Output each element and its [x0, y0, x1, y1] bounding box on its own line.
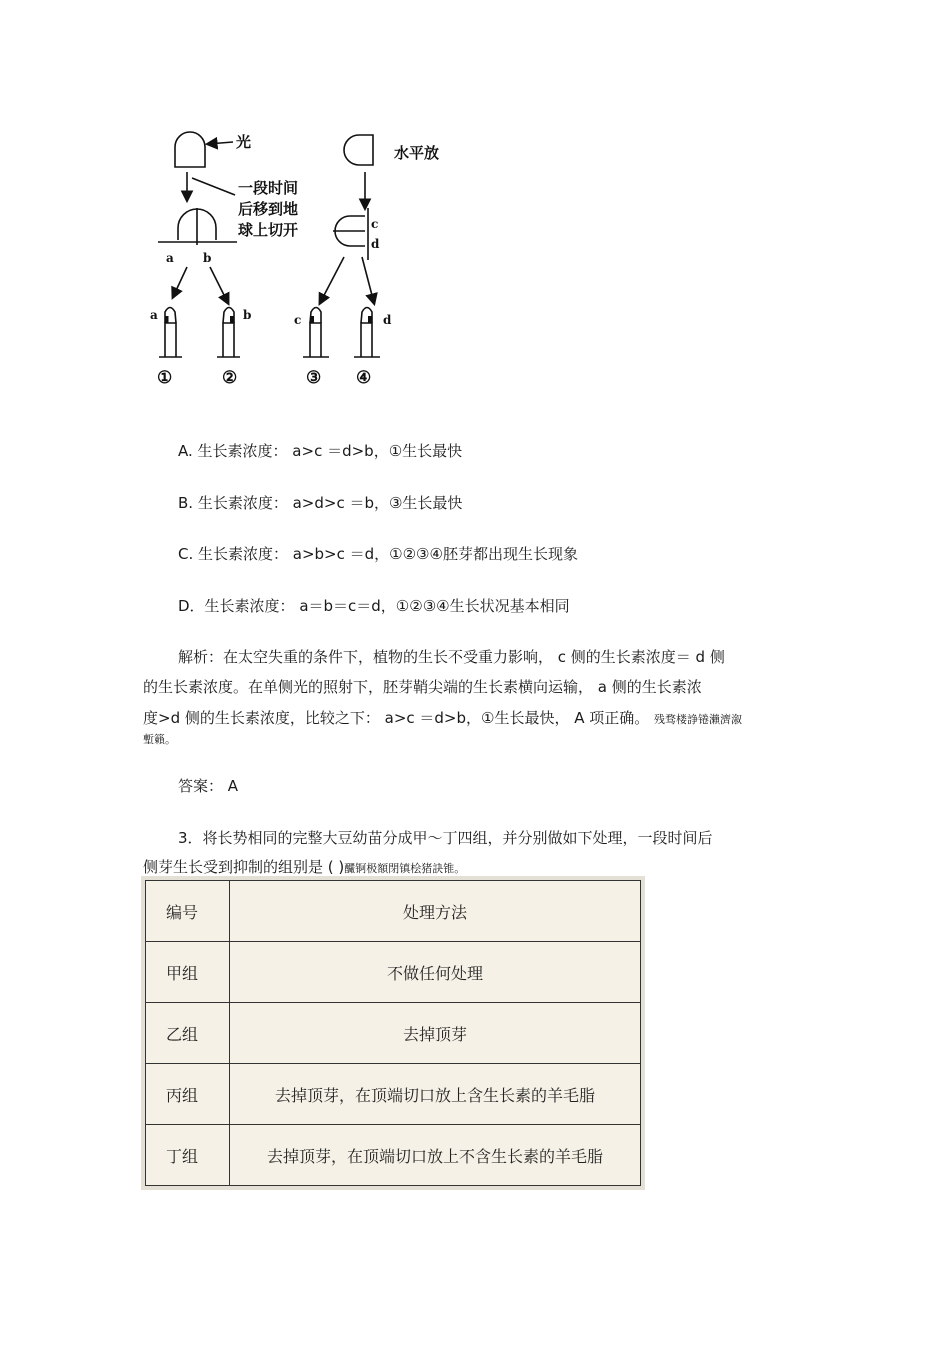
row-group: 丙组 [146, 1064, 230, 1125]
header-method: 处理方法 [230, 881, 641, 942]
label-light: 光 [236, 133, 252, 151]
letter-d-seedling: d [383, 313, 392, 327]
table-row [146, 942, 641, 1003]
letter-a-top: a [166, 251, 174, 265]
question-3-line-2-text: 侧芽生长受到抑制的组别是 ( ) [143, 858, 345, 876]
analysis-noise-1: 残骛楼諍锩瀨濟溆 [654, 713, 743, 726]
answer: 答案： A [178, 777, 239, 795]
question-3-line-1: 3．将长势相同的完整大豆幼苗分成甲～丁四组，并分别做如下处理，一段时间后 [178, 829, 713, 847]
table-row [146, 1003, 641, 1064]
tip-light-shape [175, 132, 205, 167]
row-method: 去掉顶芽，在顶端切口放上不含生长素的羊毛脂 [230, 1125, 641, 1186]
option-c: C. 生长素浓度： a>b>c ＝d，①②③④胚芽都出现生长现象 [178, 545, 578, 563]
table-row [146, 1125, 641, 1186]
seedling-1 [159, 308, 182, 358]
question-3-noise: 釅锕极額閉镇桧猪訣锥。 [344, 862, 466, 875]
row-method: 去掉顶芽，在顶端切口放上含生长素的羊毛脂 [230, 1064, 641, 1125]
letter-c-top: c [371, 217, 379, 231]
table-header-row [146, 881, 641, 942]
number-3: ③ [306, 368, 322, 388]
row-group: 甲组 [146, 942, 230, 1003]
letter-a-seedling: a [150, 308, 158, 322]
letter-b-seedling: b [243, 308, 252, 322]
number-1: ① [157, 368, 173, 388]
analysis-line-2: 的生长素浓度。在单侧光的照射下，胚芽鞘尖端的生长素横向运输， a 侧的生长素浓 [143, 678, 702, 696]
experiment-diagram [140, 120, 460, 395]
header-id: 编号 [146, 881, 230, 942]
option-b: B. 生长素浓度： a>d>c ＝b，③生长最快 [178, 494, 463, 512]
seedling-3 [303, 308, 329, 358]
number-4: ④ [356, 368, 372, 388]
row-group: 乙组 [146, 1003, 230, 1064]
option-d: D．生长素浓度： a＝b＝c＝d，①②③④生长状况基本相同 [178, 597, 570, 615]
light-arrow [208, 142, 233, 144]
table-row [146, 1064, 641, 1125]
letter-d-top: d [371, 237, 380, 251]
caption-line-1: 一段时间 [238, 179, 299, 197]
analysis-line-3 [143, 708, 742, 730]
caption-line-2: 后移到地 [238, 200, 299, 218]
analysis-noise-2: 塹籟。 [143, 733, 176, 746]
row-group: 丁组 [146, 1125, 230, 1186]
tip-horizontal-shape [344, 135, 373, 165]
row-method: 去掉顶芽 [230, 1003, 641, 1064]
seedling-4 [354, 308, 380, 358]
treatment-table [145, 880, 641, 1186]
number-2: ② [222, 368, 238, 388]
seedling-2 [217, 308, 240, 358]
letter-b-top: b [203, 251, 212, 265]
label-horizontal: 水平放 [394, 144, 440, 162]
analysis-line-1: 解析：在太空失重的条件下，植物的生长不受重力影响， c 侧的生长素浓度＝ d 侧 [178, 648, 725, 666]
question-3-line-2 [143, 857, 465, 879]
letter-c-seedling: c [294, 313, 302, 327]
row-method: 不做任何处理 [230, 942, 641, 1003]
caption-line-3: 球上切开 [238, 221, 299, 239]
option-a: A. 生长素浓度： a>c ＝d>b，①生长最快 [178, 442, 463, 460]
analysis-line-3-text: 度>d 侧的生长素浓度，比较之下： a>c ＝d>b，①生长最快， A 项正确。 [143, 709, 650, 727]
